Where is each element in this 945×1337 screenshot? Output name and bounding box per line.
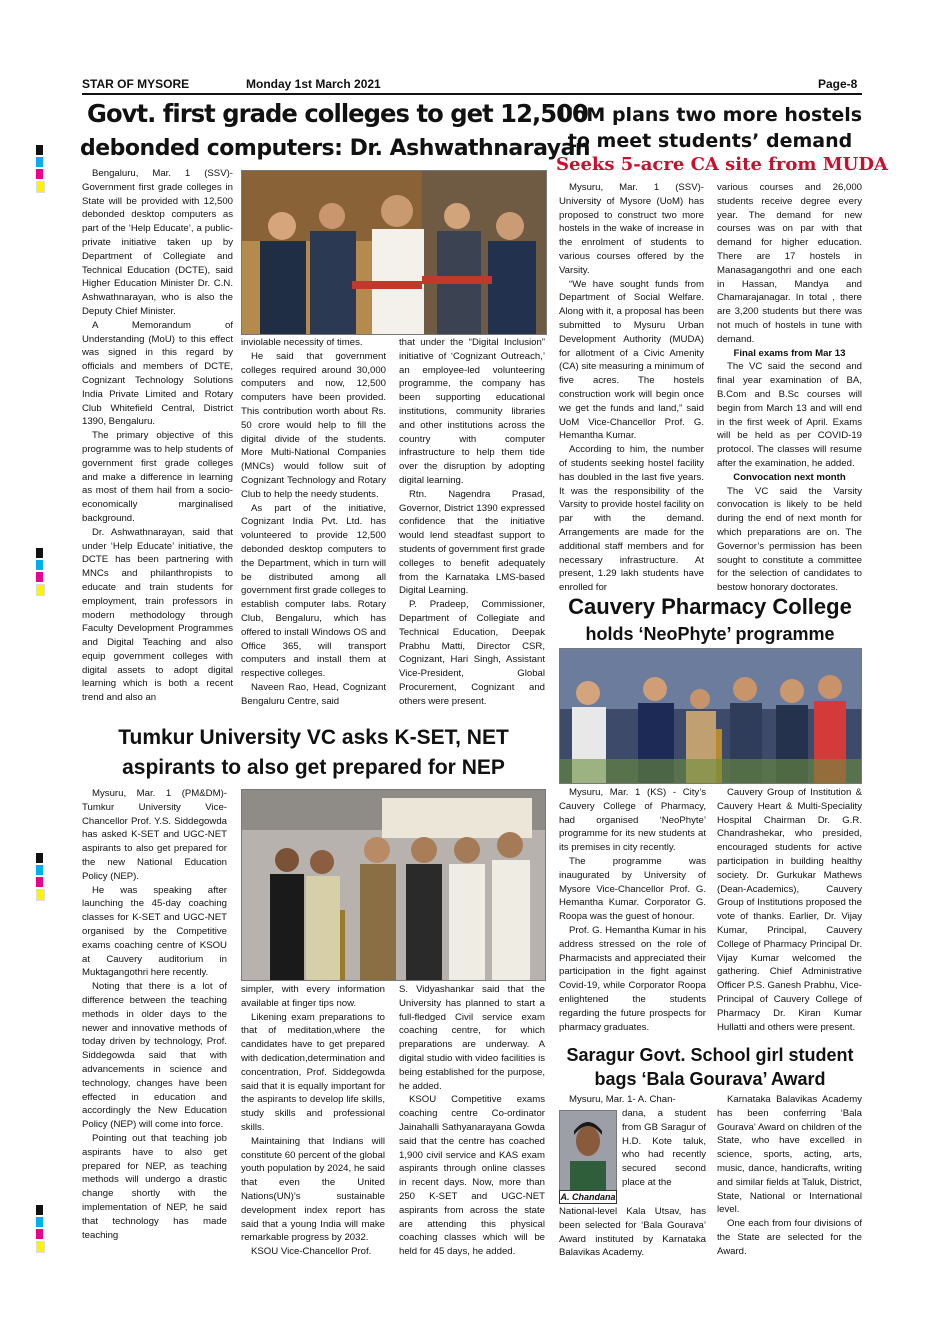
article1-headline-line2: debonded computers: Dr. Ashwathnarayan [80,136,591,161]
paragraph: The programme was inaugurated by University of Mysore Vice-Chancellor Prof. G. Hemantha Kumar. Corporator G. Roopa was the guest of honour. [559,855,706,923]
article2-headline-line2: to meet students’ demand [567,130,853,152]
subheading: Convocation next month [733,471,846,483]
article1-headline-line1: Govt. first grade colleges to get 12,500 [87,99,588,128]
paragraph: Maintaining that Indians will constitute 60 percent of the global youth population by 2024, he said that even the United Nations(UN)’s sustainable development index report has said that a young India will make remarkable progress by 2032. [241,1135,385,1244]
paragraph: National-level Kala Utsav, has been selected for ‘Bala Gourava’ Award instituted by Karnataka Balavikas Academy. [559,1206,706,1259]
paragraph: The primary objective of this programme was to help students of government first grade colleges and make a difference in learning as most of them hail from a socio-economically marginalised background. [82,430,233,524]
article1-photo [241,170,547,335]
issue-date: Monday 1st March 2021 [246,77,381,91]
paragraph: The VC said the Varsity convocation is likely to be held during the end of next month for which preparations are on. The Governor’s permission has been sought to constitute a committee for the selection of candidates to bestow honorary doctorates. [717,485,862,593]
article5-wrap-text [622,1107,706,1203]
article4-column-2 [241,983,385,1263]
portrait-photo [559,1110,617,1192]
paragraph: Mysuru, Mar. 1 (PM&DM)- Tumkur University Vice-Chancellor Prof. Y.S. Siddegowda has asked K-SET and UGC-NET aspirants to also get prepared for the new National Education Policy (NEP). [82,788,227,882]
subheading: Final exams from Mar 13 [733,347,846,359]
newspaper-name: STAR OF MYSORE [82,77,190,91]
paragraph: According to him, the number of students seeking hostel facility has doubled in the last five years. It was the responsibility of the Varsity to provide hostel facility on par with the demand. Arrangements are made for the additional staff members and for necessary infrastructure. At present, 1.29 lakh students have enrolled for [559,444,704,593]
article4-column-3 [399,983,545,1263]
article3-column-2 [717,786,862,1038]
paragraph: “We have sought funds from Department of Social Welfare. Along with it, a proposal has been submitted to Mysuru Urban Development Authority (MUDA) for allotment of a Civic Amenity (CA) site measuring a minimum of five acres. The hostels construction work will begin once we get the funds and land,” said UoM Vice-Chancellor Prof. G. Hemantha Kumar. [559,278,704,442]
paragraph: S. Vidyashankar said that the University has planned to start a full-fledged Civil service exam coaching centre, for which preparations are underway. A digital studio with video facilities is being established for the purpose, he added. [399,984,545,1092]
paragraph: various courses and 26,000 students receive degree every year. The demand for new courses was on par with that demand for higher education. There are 17 hostels in Manasagangothri and one each in Hassan, Mandya and Chamarajanagar. In total , there are 3,200 students but there was not much of hostels in tune with demand. [717,182,862,345]
article2-subheadline: Seeks 5-acre CA site from MUDA [556,154,888,175]
paragraph: Likening exam preparations to that of meditation,where the candidates have to get prepared with dedication,determination and concentration, Prof. Siddegowda said that it is equally important for the aspirants to develop life skills, study skills and professional skills. [241,1011,385,1133]
paragraph: Noting that there is a lot of difference between the teaching methods in older days to the newer and innovative methods of today driven by technology, Prof. Siddegowda said that with advancements in science and technology, changes have been effected in education and accordingly the New Education Policy (NEP) will come into force. [82,981,227,1131]
article3-photo [559,648,862,784]
paragraph: Naveen Rao, Head, Cognizant Bengaluru Centre, said [241,681,386,707]
paragraph: One each from four divisions of the State are selected for the Award. [717,1218,862,1257]
paragraph: As part of the initiative, Cognizant India Pvt. Ltd. has volunteered to provide 12,500 debonded desktop computers to the Department, which in turn will be distributed among all government first grade colleges to establish computer labs. Rotary Club, Bengaluru, which has offered to install Windows OS and Office 365, will transport computers and install them at respective colleges. [241,502,386,680]
article1-column-1 [82,167,233,714]
paragraph: inviolable necessity of times. [241,337,363,348]
article5-lead [559,1093,706,1107]
article5-column-2 [717,1093,862,1263]
paragraph: KSOU Competitive exams coaching centre Co-ordinator Jainahalli Sathyanarayana Gowda said that the centre has coached 1,900 civil service and KAS exam aspirants through online classes in recent days. Now, more than 250 K-SET and UGC-NET aspirants from across the state are attending this physical coaching classes which will be held for 45 days, he added. [399,1094,545,1258]
article3-headline-line1: Cauvery Pharmacy College [568,594,852,619]
paragraph: KSOU Vice-Chancellor Prof. [251,1246,372,1258]
article2-headline-line1: UoM plans two more hostels [557,104,863,126]
article4-photo [241,789,546,981]
paragraph: A Memorandum of Understanding (MoU) to this effect was signed in this regard by officials and members of DCTE, Cognizant Technology Solutions India Private Limited and Rotary Club Whitefield Central, District 1390, Bengaluru. [82,319,233,428]
paragraph: Mysuru, Mar. 1- A. Chan- [569,1094,676,1105]
article1-column-2 [241,336,386,714]
paragraph: Mysuru, Mar. 1 (KS) - City’s Cauvery College of Pharmacy, had organised ‘NeoPhyte’ programme for its new students at its premises in city recently. [559,787,706,854]
paragraph: The VC said the second and final year examination of BA, B.Com and B.Sc courses will begin from March 13 and will end in the first week of April. Exams will be held as per COVID-19 protocol. The classes will resume after the examination, he added. [717,361,862,469]
portrait-caption: A. Chandana [560,1192,616,1202]
article2-column-1 [559,181,704,593]
paragraph: Mysuru, Mar. 1 (SSV)- University of Mysore (UoM) has proposed to construct two more hostels in the wake of increase in the enrolment of students to various courses offered by the Varsity. [559,182,704,276]
paragraph: He said that government colleges required around 30,000 computers and now, 12,500 computers have been provided. This contribution worth about Rs. 50 crore would help to fill the digital divide of the students. More Multi-National Companies (MNCs) would follow suit of Cognizant Technology and Rotary Club to help the needy students. [241,350,386,500]
paragraph: Bengaluru, Mar. 1 (SSV)- Government first grade colleges in State will be provided with 12,500 debonded desktop computers as part of the ‘Help Educate’, a public-private initiative taken up by Department of Collegiate and Technical Education (DCTE), said Higher Education Minister Dr. C.N. Ashwathnarayan, who is also the Deputy Chief Minister. [82,168,233,317]
article4-headline-line1: Tumkur University VC asks K-SET, NET [118,726,509,749]
paragraph: Pointing out that teaching job aspirants have to also get prepared for NEP, as teaching methods will undergo a drastic change shortly with the implementation of NEP, he said that technology has made teaching [82,1132,227,1241]
article5-headline-line1: Saragur Govt. School girl student [566,1045,854,1065]
paragraph: dana, a student from GB Saragur of H.D. Kote taluk, who had recently secured second place at the [622,1108,706,1188]
paragraph: Cauvery Group of Institution & Cauvery Heart & Multi-Speciality Hospital Chairman Dr. G.R. Chandrashekar, who presided, encouraged students for active participation in building healthy society. Dr. Gurkukar Mathews (Dean-Academics), Cauvery Group of Institutions proposed the vote of thanks. Earlier, Dr. Vijay Kumar, Principal, Cauvery College of Pharmacy Principal Dr. Vijay Kumar welcomed the gathering. Chief Administrative Officer P.S. Ganesh Prabhu, Vice-Principal of Cauvery College of Pharmacy Dr. Kiran Kumar Hullatti and others were present. [717,787,862,1033]
paragraph: P. Pradeep, Commissioner, Department of Collegiate and Technical Education, Deepak Prabhu Matti, Director CSR, Cognizant, Hari Singh, Assistant Vice-President, Global Procurement, Cognizant and others were present. [399,599,545,707]
article2-column-2 [717,181,862,593]
article5-column-1 [559,1205,706,1261]
article3-column-1 [559,786,706,1038]
paragraph: that under the “Digital Inclusion” initiative of ‘Cognizant Outreach,’ an employee-led volunteering programme, the company has been supporting educational institutions, community libraries and other institutions across the country with computer infrastructure to help them tide over the disruption by adopting digital learning. [399,337,545,486]
article3-headline-line2: holds ‘NeoPhyte’ programme [585,624,835,644]
header-rule [82,93,862,95]
paragraph: Karnataka Balavikas Academy has been conferring ‘Bala Gourava’ Award on children of the State, who have excelled in science, sports, acting, arts, music, dance, handicrafts, writing and similar fields at Taluk, District, State, National or International level. [717,1094,862,1216]
paragraph: He was speaking after launching the 45-day coaching classes for K-SET and UGC-NET organised by the Competitive exams coaching centre of KSOU at Cauvery auditorium in Muktagangothri here recently. [82,884,227,979]
paragraph: Rtn. Nagendra Prasad, Governor, District 1390 expressed confidence that the initiative would lend steadfast support to students of government first grade colleges to benefit adequately from the Karnataka LMS-based Digital Learning. [399,488,545,597]
article4-column-1 [82,787,227,1263]
page-number: Page-8 [818,77,858,91]
article4-headline-line2: aspirants to also get prepared for NEP [122,756,505,779]
paragraph: simpler, with every information available at finger tips now. [241,984,385,1009]
paragraph: Prof. G. Hemantha Kumar in his address stressed on the role of Pharmacists and appreciated their participation in the fight against Covid-19, while Corporator Roopa enlightened the students regarding the future prospects for pharmacy graduates. [559,924,706,1033]
article1-column-3 [399,336,545,714]
article5-headline-line2: bags ‘Bala Gourava’ Award [594,1069,826,1089]
paragraph: Dr. Ashwathnarayan, said that under ‘Help Educate’ initiative, the DCTE has been partnering with MNCs and philanthropists to educate and train students for employment, train professors in modern methodology through Faculty Development Programmes and Digital Teaching and also equip government colleges with digital assets to adopt digital learning which is both a recent trend and also an [82,526,233,704]
